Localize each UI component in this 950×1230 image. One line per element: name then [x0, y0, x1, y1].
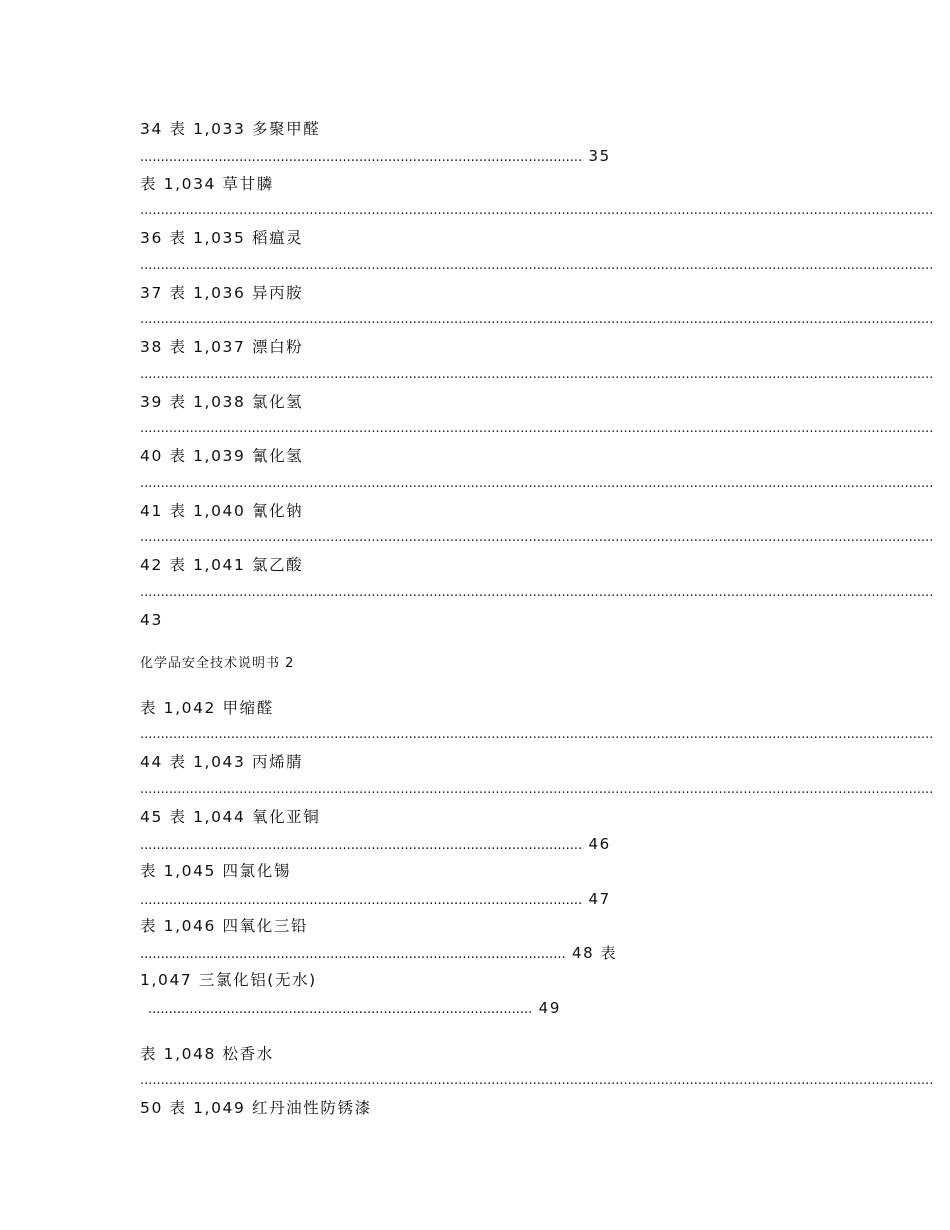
toc-entry: 表 1,045 四氯化锡	[140, 862, 291, 880]
dot-leader: ...........................................................................................................	[140, 893, 583, 908]
toc-entry: 表 1,034 草甘膦	[140, 175, 274, 193]
dot-leader: ................................................................................................................................................................................................	[140, 203, 934, 218]
dot-leader: ................................................................................................................................................................................................	[140, 421, 934, 436]
dot-leader: ................................................................................................................................................................................................	[140, 367, 934, 382]
dot-leader: ...........................................................................................................	[140, 838, 583, 853]
toc-entry: 37 表 1,036 异丙胺	[140, 284, 304, 302]
dot-leader: ................................................................................................................................................................................................	[140, 1073, 934, 1088]
dot-leader: ................................................................................................................................................................................................	[140, 258, 934, 273]
toc-entry: 1,047 三氯化铝(无水)	[140, 971, 317, 989]
toc-entry: 42 表 1,041 氯乙酸	[140, 556, 304, 574]
running-header: 化学品安全技术说明书 2	[140, 656, 295, 671]
dot-leader: ................................................................................................................................................................................................	[140, 312, 934, 327]
toc-leader-page	[140, 146, 611, 168]
toc-entry: 38 表 1,037 漂白粉	[140, 338, 304, 356]
dot-leader: ................................................................................................................................................................................................	[140, 530, 934, 545]
toc-entry: 45 表 1,044 氧化亚铜	[140, 808, 321, 826]
dot-leader: ...........................................................................................................	[140, 150, 583, 165]
dot-leader: ................................................................................................................................................................................................	[140, 727, 934, 742]
toc-entry: 43	[140, 611, 163, 629]
page-number: 49	[532, 999, 561, 1017]
toc-entry: 表 1,046 四氧化三铅	[140, 917, 309, 935]
toc-leader-page	[140, 889, 611, 911]
dot-leader: .............................................................................................	[148, 1002, 533, 1017]
toc-entry: 39 表 1,038 氯化氢	[140, 393, 304, 411]
toc-leader-page	[140, 943, 617, 965]
toc-leader-page	[148, 998, 561, 1020]
dot-leader: .......................................................................................................	[140, 947, 566, 962]
toc-entry: 50 表 1,049 红丹油性防锈漆	[140, 1099, 372, 1117]
page-number: 46	[582, 835, 611, 853]
dot-leader: ................................................................................................................................................................................................	[140, 782, 934, 797]
toc-entry: 34 表 1,033 多聚甲醛	[140, 120, 321, 138]
toc-leader-page	[140, 834, 611, 856]
toc-entry: 表 1,042 甲缩醛	[140, 699, 274, 717]
page-number: 47	[582, 890, 611, 908]
toc-entry: 40 表 1,039 氰化氢	[140, 447, 304, 465]
dot-leader: ................................................................................................................................................................................................	[140, 476, 934, 491]
toc-entry: 36 表 1,035 稻瘟灵	[140, 229, 304, 247]
dot-leader: ................................................................................................................................................................................................	[140, 585, 934, 600]
page-number: 48 表	[565, 944, 618, 962]
toc-entry: 表 1,048 松香水	[140, 1045, 274, 1063]
page-number: 35	[582, 147, 611, 165]
toc-entry: 44 表 1,043 丙烯腈	[140, 753, 304, 771]
toc-entry: 41 表 1,040 氰化钠	[140, 502, 304, 520]
